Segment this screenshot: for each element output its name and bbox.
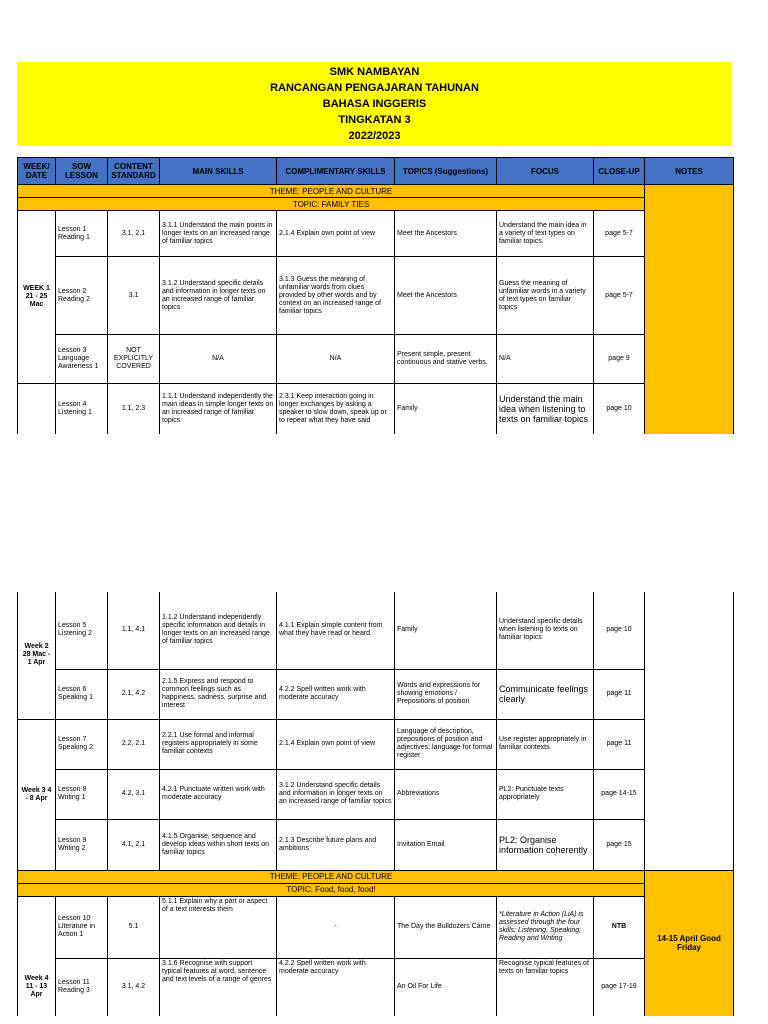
- header-week: WEEK/ DATE: [18, 158, 56, 185]
- focus-cell: Understand specific details when listening to texts on familiar topics: [497, 592, 594, 669]
- lesson-cell: Lesson 4 Listening 1: [56, 384, 108, 434]
- topics-cell: An Oil For Life: [395, 958, 497, 1016]
- complimentary-skills-cell: 4.2.2 Spell written work with moderate accuracy: [277, 958, 395, 1016]
- main-skills-cell: 1.1.2 Understand independently specific information and details in longer texts on an increased range of familiar topics: [160, 592, 277, 669]
- main-skills-cell: 3.1.2 Understand specific details and information in longer texts on an increased range of familiar topics: [160, 257, 277, 335]
- table-row: [18, 257, 734, 335]
- content-standard-cell: 3.1: [108, 257, 160, 335]
- notes-cell: [645, 185, 734, 434]
- complimentary-skills-cell: 4.1.1 Explain simple content from what they have read or heard: [277, 592, 395, 669]
- table-row: [18, 211, 734, 257]
- complimentary-skills-cell: -: [277, 896, 395, 958]
- table-row: [18, 896, 734, 958]
- main-skills-cell: 2.1.5 Express and respond to common feelings such as happiness, sadness, surprise and interest: [160, 669, 277, 719]
- focus-cell: N/A: [497, 335, 594, 384]
- close-up-cell: page 14-15: [594, 769, 645, 819]
- close-up-cell: page 17-19: [594, 958, 645, 1016]
- complimentary-skills-cell: 4.2.2 Spell written work with moderate accuracy: [277, 669, 395, 719]
- main-skills-cell: 3.1.1 Understand the main points in longer texts on an increased range of familiar topics: [160, 211, 277, 257]
- theme-label: THEME: PEOPLE AND CULTURE: [18, 870, 645, 883]
- theme-row: [18, 870, 734, 883]
- school-name: SMK NAMBAYAN: [329, 66, 420, 78]
- theme-row: [18, 185, 734, 198]
- table-row: [18, 669, 734, 719]
- header-focus: FOCUS: [497, 158, 594, 185]
- subject-name: BAHASA INGGERIS: [322, 98, 427, 110]
- content-standard-cell: 2.2, 2.1: [108, 719, 160, 769]
- complimentary-skills-cell: N/A: [277, 335, 395, 384]
- theme-label: THEME: PEOPLE AND CULTURE: [18, 185, 645, 198]
- table-row: [18, 719, 734, 769]
- close-up-cell: page 15: [594, 819, 645, 870]
- table-row: [18, 384, 734, 434]
- focus-cell: Recognise typical features of texts on familiar topics: [497, 958, 594, 1016]
- focus-cell: Understand the main idea in a variety of text types on familiar topics.: [497, 211, 594, 257]
- complimentary-skills-cell: 2.3.1 Keep interaction going in longer exchanges by asking a speaker to slow down, speak up or to repeat what they have said: [277, 384, 395, 434]
- lesson-cell: Lesson 2 Reading 2: [56, 257, 108, 335]
- focus-cell: Use register appropriately in familiar contexts: [497, 719, 594, 769]
- content-standard-cell: 3.1, 2.1: [108, 211, 160, 257]
- topics-cell: Meet the Ancestors: [395, 257, 497, 335]
- notes-cell: 14-15 April Good Friday: [645, 870, 734, 1016]
- content-standard-cell: 3.1, 4.2: [108, 958, 160, 1016]
- academic-year: 2022/2023: [348, 130, 401, 142]
- lesson-cell: Lesson 10 Literature in Action 1: [56, 896, 108, 958]
- topics-cell: Words and expressions for showing emotions / Prepositions of position: [395, 669, 497, 719]
- table-row: [18, 592, 734, 669]
- close-up-cell: page 11: [594, 719, 645, 769]
- week-cell: Week 3 4 - 8 Apr: [18, 719, 56, 870]
- table-row: [18, 769, 734, 819]
- focus-cell: Guess the meaning of unfamiliar words in a variety of text types on familiar topics: [497, 257, 594, 335]
- header-content-standard: CONTENT STANDARD: [108, 158, 160, 185]
- content-standard-cell: 4.1, 2.1: [108, 819, 160, 870]
- complimentary-skills-cell: 3.1.3 Guess the meaning of unfamiliar words from clues provided by other words and by context on an increased range of familiar topics: [277, 257, 395, 335]
- document-title-block: [17, 62, 732, 146]
- table-row: [18, 819, 734, 870]
- main-skills-cell: 4.2.1 Punctuate written work with moderate accuracy: [160, 769, 277, 819]
- table-header-row: [18, 158, 734, 185]
- content-standard-cell: 2.1, 4.2: [108, 669, 160, 719]
- lesson-cell: Lesson 7 Speaking 2: [56, 719, 108, 769]
- week-cell: WEEK 1 21 - 25 Mac: [18, 211, 56, 384]
- topics-cell: Invitation Email: [395, 819, 497, 870]
- topics-cell: The Day the Bulldozers Came: [395, 896, 497, 958]
- week-cell: [18, 384, 56, 434]
- complimentary-skills-cell: 2.1.3 Describe future plans and ambitions: [277, 819, 395, 870]
- plan-title: RANCANGAN PENGAJARAN TAHUNAN: [270, 82, 479, 94]
- header-close-up: CLOSE-UP: [594, 158, 645, 185]
- lesson-cell: Lesson 8 Writing 1: [56, 769, 108, 819]
- topic-label: TOPIC: Food, food, food!: [18, 883, 645, 896]
- topics-cell: Abbreviations: [395, 769, 497, 819]
- complimentary-skills-cell: 2.1.4 Explain own point of view: [277, 719, 395, 769]
- header-complimentary-skills: COMPLIMENTARY SKILLS: [277, 158, 395, 185]
- table-row: [18, 958, 734, 1016]
- main-skills-cell: 1.1.1 Understand independently the main ideas in simple longer texts on an increased range of familiar topics: [160, 384, 277, 434]
- content-standard-cell: 4.2, 3.1: [108, 769, 160, 819]
- complimentary-skills-cell: 2.1.4 Explain own point of view: [277, 211, 395, 257]
- close-up-cell: NTB: [594, 896, 645, 958]
- close-up-cell: page 10: [594, 384, 645, 434]
- main-skills-cell: 5.1.1 Explain why a part or aspect of a text interests them: [160, 896, 277, 958]
- main-skills-cell: N/A: [160, 335, 277, 384]
- topic-row: [18, 198, 734, 211]
- table-row: [18, 335, 734, 384]
- form-level: TINGKATAN 3: [338, 114, 411, 126]
- complimentary-skills-cell: 3.1.2 Understand specific details and information in longer texts on an increased range of familiar topics: [277, 769, 395, 819]
- content-standard-cell: 5.1: [108, 896, 160, 958]
- main-skills-cell: 3.1.6 Recognise with support typical features at word, sentence and text levels of a range of genres: [160, 958, 277, 1016]
- lesson-cell: Lesson 5 Listening 2: [56, 592, 108, 669]
- notes-cell: [645, 592, 734, 870]
- close-up-cell: page 5-7: [594, 211, 645, 257]
- topics-cell: Family: [395, 384, 497, 434]
- focus-cell: PL2: Organise information coherently: [497, 819, 594, 870]
- lesson-cell: Lesson 11 Reading 3: [56, 958, 108, 1016]
- main-skills-cell: 2.2.1 Use formal and informal registers appropriately in some familiar contexts: [160, 719, 277, 769]
- focus-cell: PL2: Punctuate texts appropriately: [497, 769, 594, 819]
- topics-cell: Family: [395, 592, 497, 669]
- header-topics: TOPICS (Suggestions): [395, 158, 497, 185]
- header-sow: SOW LESSON: [56, 158, 108, 185]
- topics-cell: Meet the Ancestors: [395, 211, 497, 257]
- header-notes: NOTES: [645, 158, 734, 185]
- close-up-cell: page 9: [594, 335, 645, 384]
- week-cell: Week 2 28 Mac - 1 Apr: [18, 592, 56, 719]
- focus-cell: Understand the main idea when listening to texts on familiar topics: [497, 384, 594, 434]
- lesson-cell: Lesson 9 Writing 2: [56, 819, 108, 870]
- lesson-cell: Lesson 6 Speaking 1: [56, 669, 108, 719]
- topic-row: [18, 883, 734, 896]
- content-standard-cell: NOT EXPLICITLY COVERED: [108, 335, 160, 384]
- week-cell: [18, 896, 56, 958]
- main-skills-cell: 4.1.5 Organise, sequence and develop ideas within short texts on familiar topics: [160, 819, 277, 870]
- header-main-skills: MAIN SKILLS: [160, 158, 277, 185]
- focus-cell: *Literature in Action (LiA) is assessed through the four skills; Listening, Speaking, Reading and Writing: [497, 896, 594, 958]
- close-up-cell: page 5-7: [594, 257, 645, 335]
- close-up-cell: page 11: [594, 669, 645, 719]
- lesson-cell: Lesson 1 Reading 1: [56, 211, 108, 257]
- week-cell: Week 4 11 - 13 Apr: [18, 958, 56, 1016]
- topics-cell: Language of description, prepositions of position and adjectives; language for formal register: [395, 719, 497, 769]
- lesson-cell: Lesson 3 Language Awareness 1: [56, 335, 108, 384]
- topics-cell: Present simple, present continuous and stative verbs.: [395, 335, 497, 384]
- focus-cell: Communicate feelings clearly: [497, 669, 594, 719]
- lesson-plan-table-page-1: [17, 157, 734, 434]
- topic-label: TOPIC: FAMILY TIES: [18, 198, 645, 211]
- lesson-plan-table-page-2: [17, 592, 734, 1016]
- close-up-cell: page 10: [594, 592, 645, 669]
- content-standard-cell: 1.1, 4.1: [108, 592, 160, 669]
- content-standard-cell: 1.1, 2.3: [108, 384, 160, 434]
